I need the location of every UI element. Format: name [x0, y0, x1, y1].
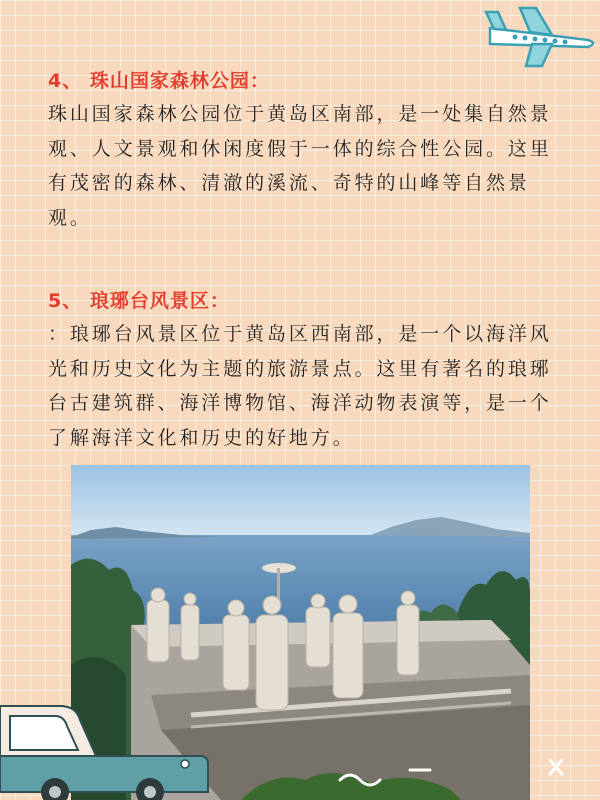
section-paragraph: ：琅琊台风景区位于黄岛区西南部，是一个以海洋风光和历史文化为主题的旅游景点。这里有著名的琅琊台古建筑群、海洋博物馆、海洋动物表演等，是一个了解海洋文化和历史的好地方。	[48, 323, 552, 449]
section-langya	[48, 286, 566, 455]
section-heading: 5、 琅琊台风景区：	[48, 290, 230, 312]
section-heading: 4、 珠山国家森林公园：	[48, 70, 270, 92]
section-paragraph: 珠山国家森林公园位于黄岛区南部，是一处集自然景观、人文景观和休闲度假于一体的综合性公园。这里有茂密的森林、清澈的溪流、奇特的山峰等自然景观。	[48, 103, 552, 229]
decorative-lines	[330, 740, 600, 800]
section-zhushan	[48, 66, 566, 235]
van-icon	[0, 700, 210, 800]
